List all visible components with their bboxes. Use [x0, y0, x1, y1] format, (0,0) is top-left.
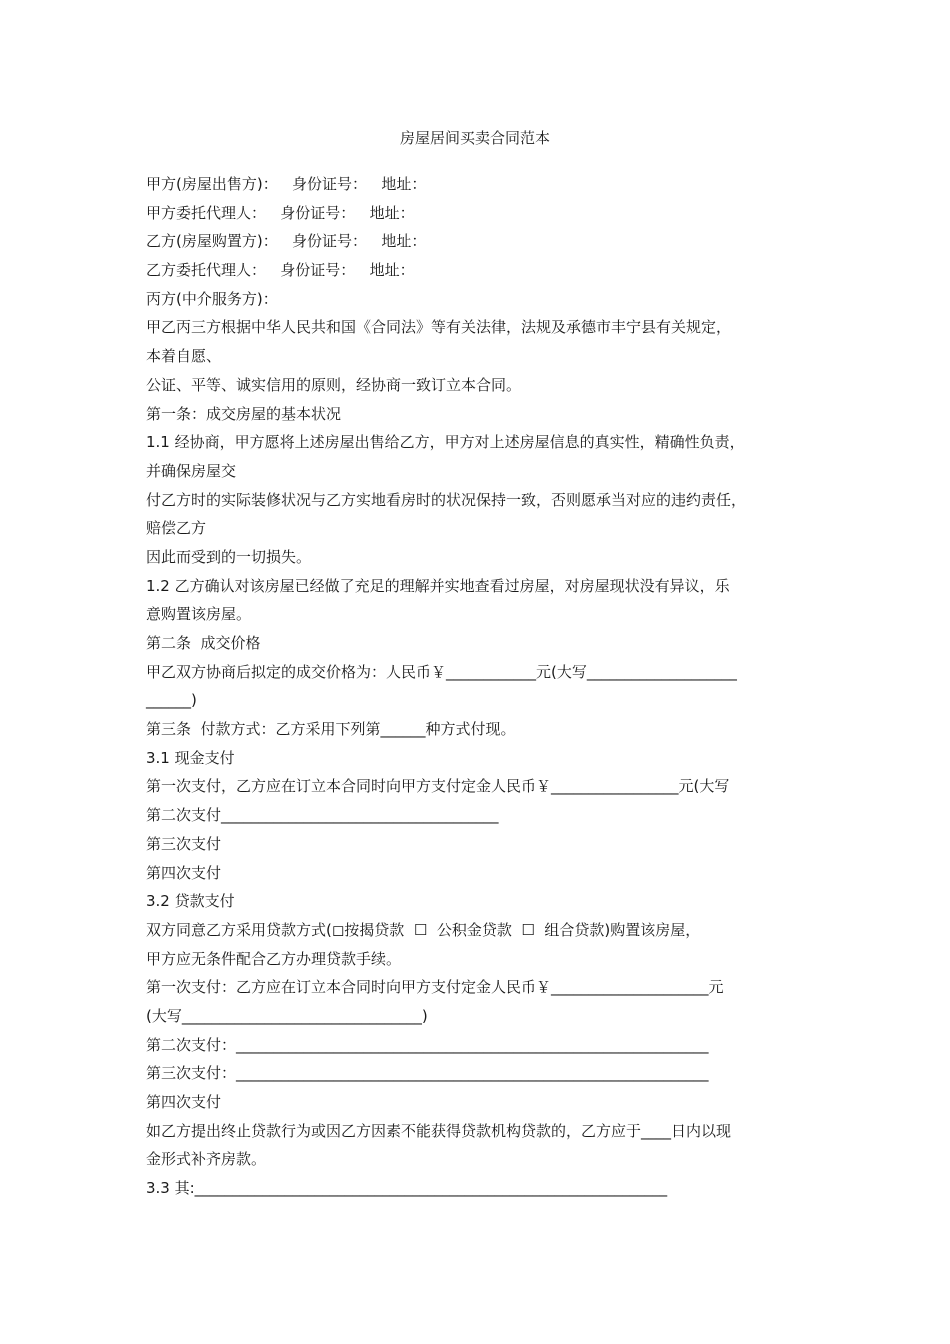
body-line: 第二次支付：_______________________________________________________________ — [146, 1035, 709, 1054]
body-line: 3.2 贷款支付 — [146, 892, 235, 911]
body-line: 双方同意乙方采用贷款方式(◻按揭贷款 ☐ 公积金贷款 ☐ 组合贷款)购置该房屋， — [146, 920, 701, 939]
body-line: 本着自愿、 — [146, 347, 222, 366]
body-line: 1.1 经协商，甲方愿将上述房屋出售给乙方，甲方对上述房屋信息的真实性，精确性负责， — [146, 433, 745, 452]
body-line: 公证、平等、诚实信用的原则，经协商一致订立本合同。 — [146, 375, 522, 394]
body-line: 甲乙双方协商后拟定的成交价格为：人民币￥____________元(大写____________________ — [146, 662, 737, 681]
body-line: (大写________________________________) — [146, 1006, 428, 1025]
document-title: 房屋居间买卖合同范本 — [399, 129, 550, 147]
body-line: 丙方(中介服务方)： — [146, 289, 278, 308]
document-body — [146, 170, 826, 1203]
body-line: 乙方委托代理人： 身份证号： 地址： — [146, 261, 415, 280]
body-line: 第一次支付，乙方应在订立本合同时向甲方支付定金人民币￥_________________元(大写 — [146, 777, 730, 796]
body-line: 甲方委托代理人： 身份证号： 地址： — [146, 203, 415, 222]
body-line: 3.3 其:_______________________________________________________________ — [146, 1179, 668, 1198]
body-line: 如乙方提出终止贷款行为或因乙方因素不能获得贷款机构贷款的，乙方应于____日内以现 — [146, 1121, 732, 1140]
body-line: ______) — [146, 691, 197, 710]
body-line: 甲方(房屋出售方)： 身份证号： 地址： — [146, 175, 427, 193]
body-line: 第三条 付款方式：乙方采用下列第______种方式付现。 — [146, 720, 516, 739]
body-line: 第三次支付：_______________________________________________________________ — [146, 1064, 709, 1083]
body-line: 第二次支付_____________________________________ — [146, 806, 499, 825]
body-line: 甲乙丙三方根据中华人民共和国《合同法》等有关法律，法规及承德市丰宁县有关规定， — [146, 318, 732, 337]
body-line: 甲方应无条件配合乙方办理贷款手续。 — [146, 949, 402, 968]
body-line: 因此而受到的一切损失。 — [146, 547, 312, 566]
body-line: 金形式补齐房款。 — [146, 1150, 267, 1169]
body-line: 赔偿乙方 — [146, 519, 207, 538]
body-line: 付乙方时的实际装修状况与乙方实地看房时的状况保持一致，否则愿承当对应的违约责任， — [146, 490, 747, 509]
body-line: 第一次支付：乙方应在订立本合同时向甲方支付定金人民币￥_____________________元 — [146, 978, 724, 997]
body-line: 1.2 乙方确认对该房屋已经做了充足的理解并实地查看过房屋，对房屋现状没有异议，乐 — [146, 576, 730, 595]
body-line: 意购置该房屋。 — [146, 605, 252, 624]
body-line: 第四次支付 — [146, 863, 222, 882]
body-line: 并确保房屋交 — [146, 461, 237, 480]
body-line: 第三次支付 — [146, 834, 222, 853]
body-line: 第四次支付 — [146, 1093, 222, 1111]
body-line: 第二条 成交价格 — [146, 634, 261, 652]
body-line: 第一条：成交房屋的基本状况 — [146, 404, 342, 423]
body-line: 乙方(房屋购置方)： 身份证号： 地址： — [146, 232, 427, 251]
body-line: 3.1 现金支付 — [146, 748, 235, 767]
